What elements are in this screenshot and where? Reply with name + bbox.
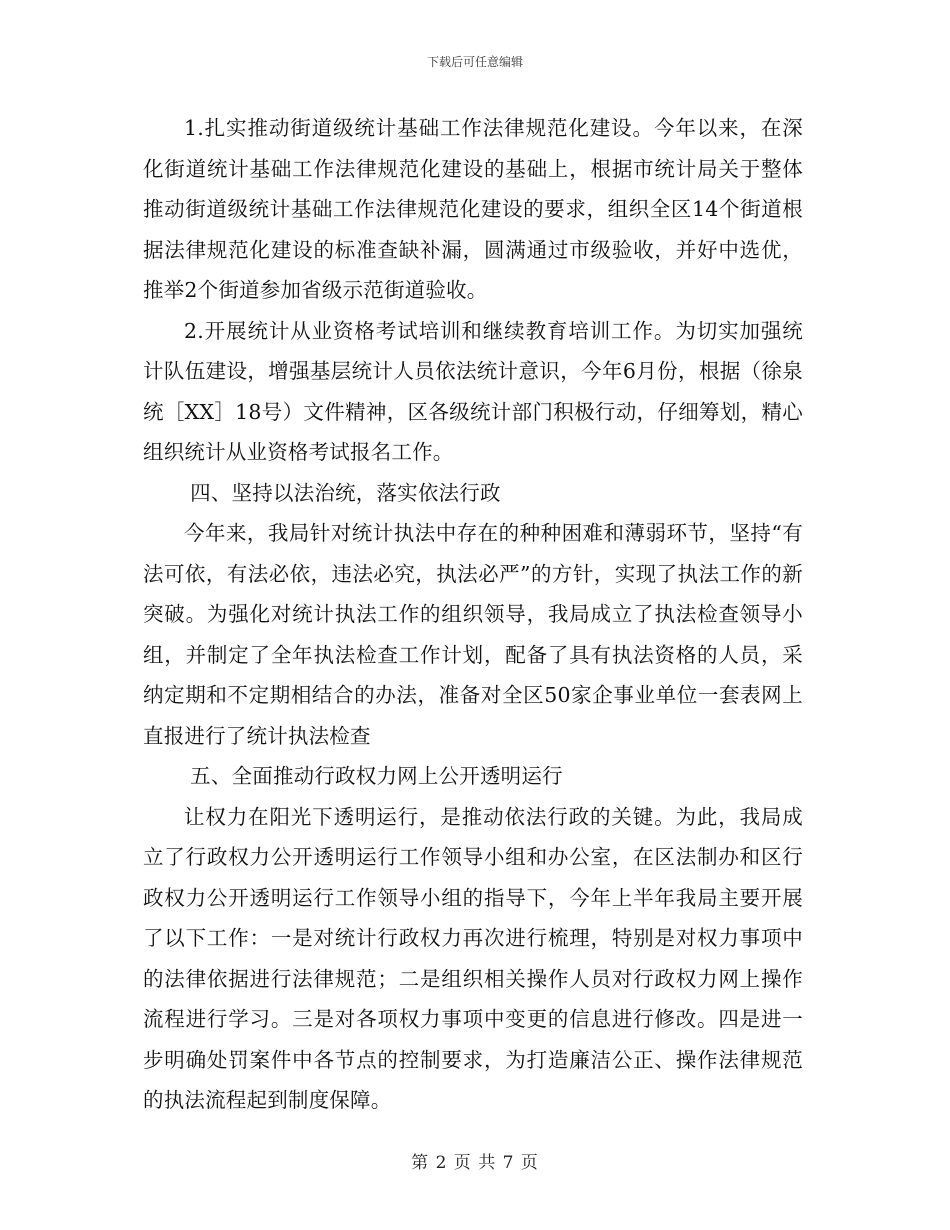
paragraph-3: 今年来，我局针对统计执法中存在的种种困难和薄弱环节，坚持“有法可依，有法必依，违法必究，执法必严”的方针，实现了执法工作的新突破。为强化对统计执法工作的组织领导，我局成立了执法检查领导小组，并制定了全年执法检查工作计划，配备了具有执法资格的人员，采纳定期和不定期相结合的办法，准备对全区50家企事业单位一套表网上直报进行了统计执法检查 (143, 521, 803, 748)
paragraph-4: 让权力在阳光下透明运行，是推动依法行政的关键。为此，我局成立了行政权力公开透明运行工作领导小组和办公室，在区法制办和区行政权力公开透明运行工作领导小组的指导下，今年上半年我局主要开展了以下工作：一是对统计行政权力再次进行梳理，特别是对权力事项中的法律依据进行法律规范；二是组织相关操作人员对行政权力网上操作流程进行学习。三是对各项权力事项中变更的信息进行修改。四是进一步明确处罚案件中各节点的控制要求，为打造廉洁公正、操作法律规范的执法流程起到制度保障。 (143, 804, 803, 1112)
page-number-footer: 第 2 页 共 7 页 (411, 1153, 539, 1173)
header-note: 下载后可任意编辑 (426, 55, 523, 69)
paragraph-2: 2.开展统计从业资格考试培训和继续教育培训工作。为切实加强统计队伍建设，增强基层统计人员依法统计意识，今年6月份，根据（徐泉统［XX］18号）文件精神，区各级统计部门积极行动，仔细筹划，精心组织统计从业资格考试报名工作。 (143, 318, 803, 464)
paragraph-1: 1.扎实推动街道级统计基础工作法律规范化建设。今年以来，在深化街道统计基础工作法律规范化建设的基础上，根据市统计局关于整体推动街道级统计基础工作法律规范化建设的要求，组织全区14个街道根据法律规范化建设的标准查缺补漏，圆满通过市级验收，并好中选优，推举2个街道参加省级示范街道验收。 (143, 116, 803, 302)
document-body (143, 108, 803, 1121)
section-heading-5: 五、全面推动行政权力网上公开透明运行 (190, 764, 563, 788)
section-heading-4: 四、坚持以法治统，落实依法行政 (190, 480, 501, 505)
